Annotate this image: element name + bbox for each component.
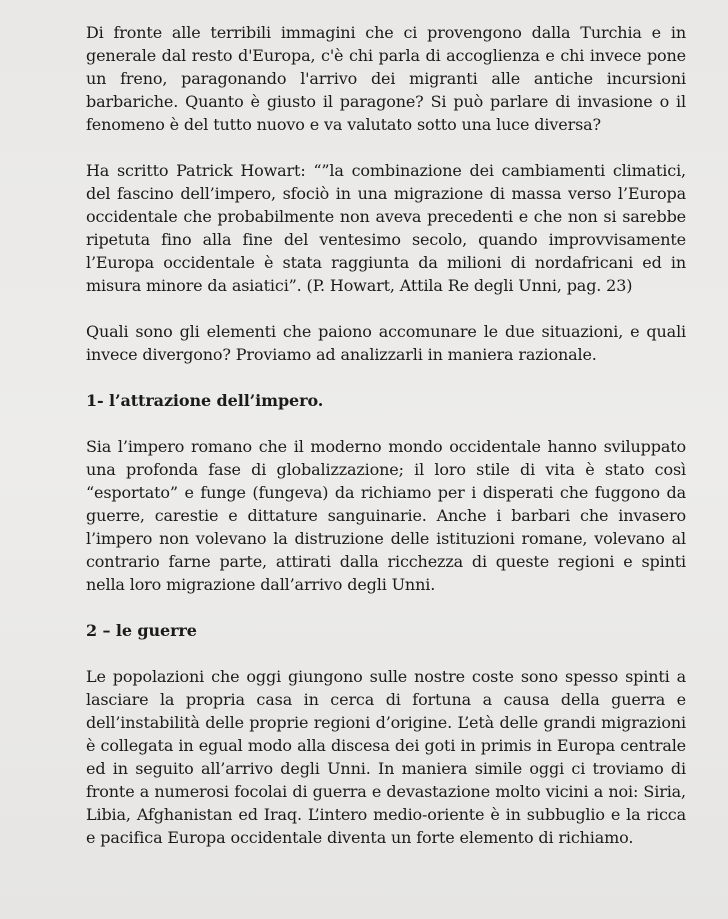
paragraph-spacer (86, 412, 686, 435)
paragraph-spacer (86, 596, 686, 619)
attraction-paragraph: Sia l’impero romano che il moderno mondo occidentale hanno sviluppato una profonda fase di globalizzazione; il loro stile di vita è stato così “esportato” e funge (fungeva) da richiamo per i disperati che fuggono da guerre, carestie e dittature sanguinarie. Anche i barbari che invasero l’impero non volevano la distruzione delle istituzioni romane, volevano al contrario farne parte, attirati dalla ricchezza di queste regioni e spinti nella loro migrazione dall’arrivo degli Unni. (86, 437, 686, 594)
section-heading-attraction: 1- l’attrazione dell’impero. (86, 391, 324, 410)
question-paragraph: Quali sono gli elementi che paiono accomunare le due situazioni, e quali invece divergono? Proviamo ad analizzarli in maniera razionale. (86, 322, 686, 364)
paragraph-spacer (86, 366, 686, 389)
paragraph-spacer (86, 642, 686, 665)
quote-paragraph: Ha scritto Patrick Howart: “”la combinazione dei cambiamenti climatici, del fascino dell’impero, sfociò in una migrazione di massa verso l’Europa occidentale che probabilmente non aveva precedenti e che non si sarebbe ripetuta fino alla fine del ventesimo secolo, quando improvvisamente l’Europa occidentale è stata raggiunta da milioni di nordafricani ed in misura minore da asiatici”. (P. Howart, Attila Re degli Unni, pag. 23) (86, 161, 686, 295)
section-heading-wars: 2 – le guerre (86, 621, 197, 640)
paragraph-spacer (86, 136, 686, 159)
paragraph-spacer (86, 297, 686, 320)
wars-paragraph: Le popolazioni che oggi giungono sulle nostre coste sono spesso spinti a lasciare la propria casa in cerca di fortuna a causa della guerra e dell’instabilità delle proprie regioni d’origine. L’età delle grandi migrazioni è collegata in egual modo alla discesa dei goti in primis in Europa centrale ed in seguito all’arrivo degli Unni. In maniera simile oggi ci troviamo di fronte a numerosi focolai di guerra e devastazione molto vicini a noi: Siria, Libia, Afghanistan ed Iraq. L’intero medio-oriente è in subbuglio e la ricca e pacifica Europa occidentale diventa un forte elemento di richiamo. (86, 667, 686, 847)
intro-paragraph: Di fronte alle terribili immagini che ci provengono dalla Turchia e in generale dal resto d'Europa, c'è chi parla di accoglienza e chi invece pone un freno, paragonando l'arrivo dei migranti alle antiche incursioni barbariche. Quanto è giusto il paragone? Si può parlare di invasione o il fenomeno è del tutto nuovo e va valutato sotto una luce diversa? (86, 23, 686, 134)
